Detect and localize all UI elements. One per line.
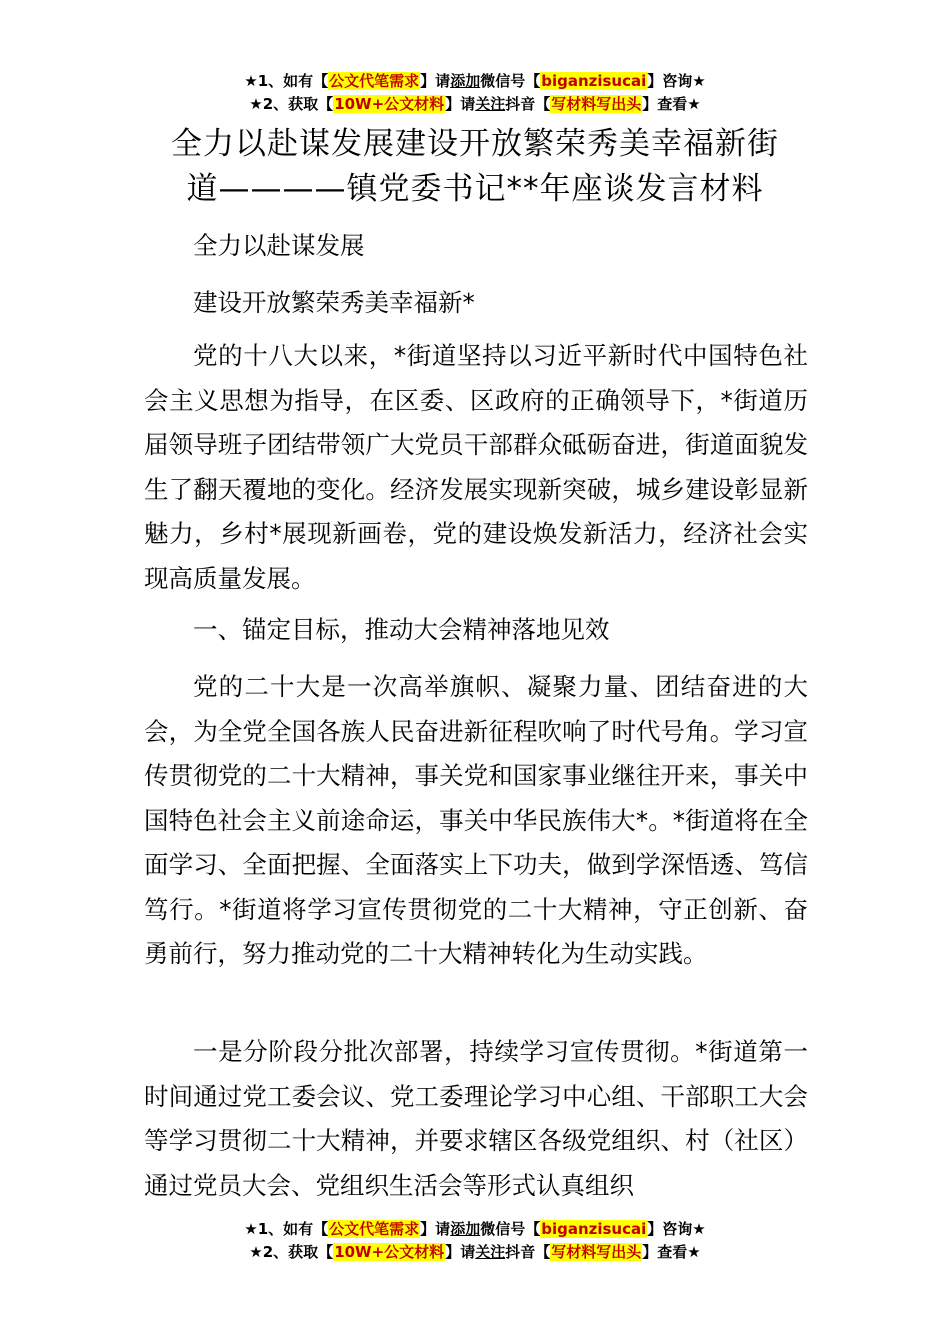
promo-line-1: ★1、如有【公文代笔需求】请添加微信号【biganzisucai】咨询★ [244, 72, 706, 90]
footer-promo-banner [0, 1218, 950, 1264]
promo-highlight: 10W+公文材料 [334, 95, 445, 113]
promo-line-2: ★2、获取【10W+公文材料】请关注抖音【写材料写出头】查看★ [249, 95, 701, 113]
title-line-2: 道————镇党委书记**年座谈发言材料 [186, 171, 764, 207]
promo-highlight: 公文代笔需求 [329, 72, 420, 90]
promo-line-2: ★2、获取【10W+公文材料】请关注抖音【写材料写出头】查看★ [249, 1243, 701, 1261]
promo-highlight: biganzisucai [541, 72, 647, 90]
section-heading-1: 一、锚定目标，推动大会精神落地见效 [193, 615, 610, 644]
paragraph-body-2: 一是分阶段分批次部署，持续学习宣传贯彻。*街道第一时间通过党工委会议、党工委理论学习中心组、干部职工大会等学习贯彻二十大精神，并要求辖区各级党组织、村（社区）通过党员大会、党组织生活会等形式认真组织 [144, 1037, 808, 1200]
header-promo-banner [0, 70, 950, 116]
promo-highlight: 写材料写出头 [551, 95, 642, 113]
title-line-1: 全力以赴谋发展建设开放繁荣秀美幸福新街 [171, 126, 779, 162]
paragraph-intro: 党的十八大以来，*街道坚持以习近平新时代中国特色社会主义思想为指导，在区委、区政府的正确领导下，*街道历届领导班子团结带领广大党员干部群众砥砺奋进，街道面貌发生了翻天覆地的变化。经济发展实现新突破，城乡建设彰显新魅力，乡村*展现新画卷，党的建设焕发新活力，经济社会实现高质量发展。 [144, 341, 808, 593]
promo-highlight: biganzisucai [541, 1220, 647, 1238]
paragraph-subtitle-1: 全力以赴谋发展 [193, 231, 365, 260]
promo-highlight: 公文代笔需求 [329, 1220, 420, 1238]
promo-highlight: 10W+公文材料 [334, 1243, 445, 1261]
paragraph-body-1: 党的二十大是一次高举旗帜、凝聚力量、团结奋进的大会，为全党全国各族人民奋进新征程吹响了时代号角。学习宣传贯彻党的二十大精神，事关党和国家事业继往开来，事关中国特色社会主义前途命运，事关中华民族伟大*。*街道将在全面学习、全面把握、全面落实上下功夫，做到学深悟透、笃信笃行。*街道将学习宣传贯彻党的二十大精神，守正创新、奋勇前行，努力推动党的二十大精神转化为生动实践。 [144, 672, 808, 968]
promo-highlight: 写材料写出头 [551, 1243, 642, 1261]
paragraph-subtitle-2: 建设开放繁荣秀美幸福新* [193, 288, 475, 317]
promo-line-1: ★1、如有【公文代笔需求】请添加微信号【biganzisucai】咨询★ [244, 1220, 706, 1238]
document-title [140, 122, 810, 212]
